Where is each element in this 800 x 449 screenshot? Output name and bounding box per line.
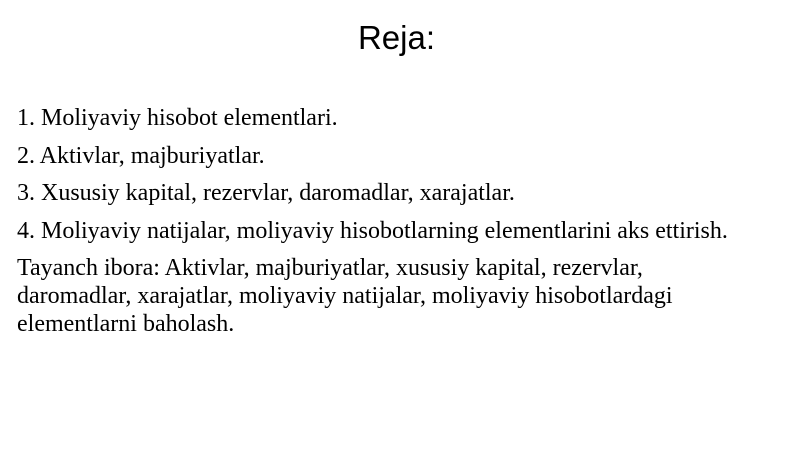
plan-item-2: 2. Aktivlar, majburiyatlar. xyxy=(17,142,265,169)
plan-item-4: 4. Moliyaviy natijalar, moliyaviy hisobotlarning elementlarini aks ettirish. xyxy=(17,217,728,244)
slide-title: Reja: xyxy=(357,19,436,56)
plan-item-1: 1. Moliyaviy hisobot elementlari. xyxy=(17,105,338,131)
slide-content xyxy=(17,104,757,348)
plan-item-3: 3. Xususiy kapital, rezervlar, daromadlar, xarajatlar. xyxy=(17,180,515,206)
key-phrases: Tayanch ibora: Aktivlar, majburiyatlar, xususiy kapital, rezervlar, daromadlar, xarajatlar, moliyaviy natijalar, moliyaviy hisobotlardagi elementlarni baholash. xyxy=(17,255,673,337)
